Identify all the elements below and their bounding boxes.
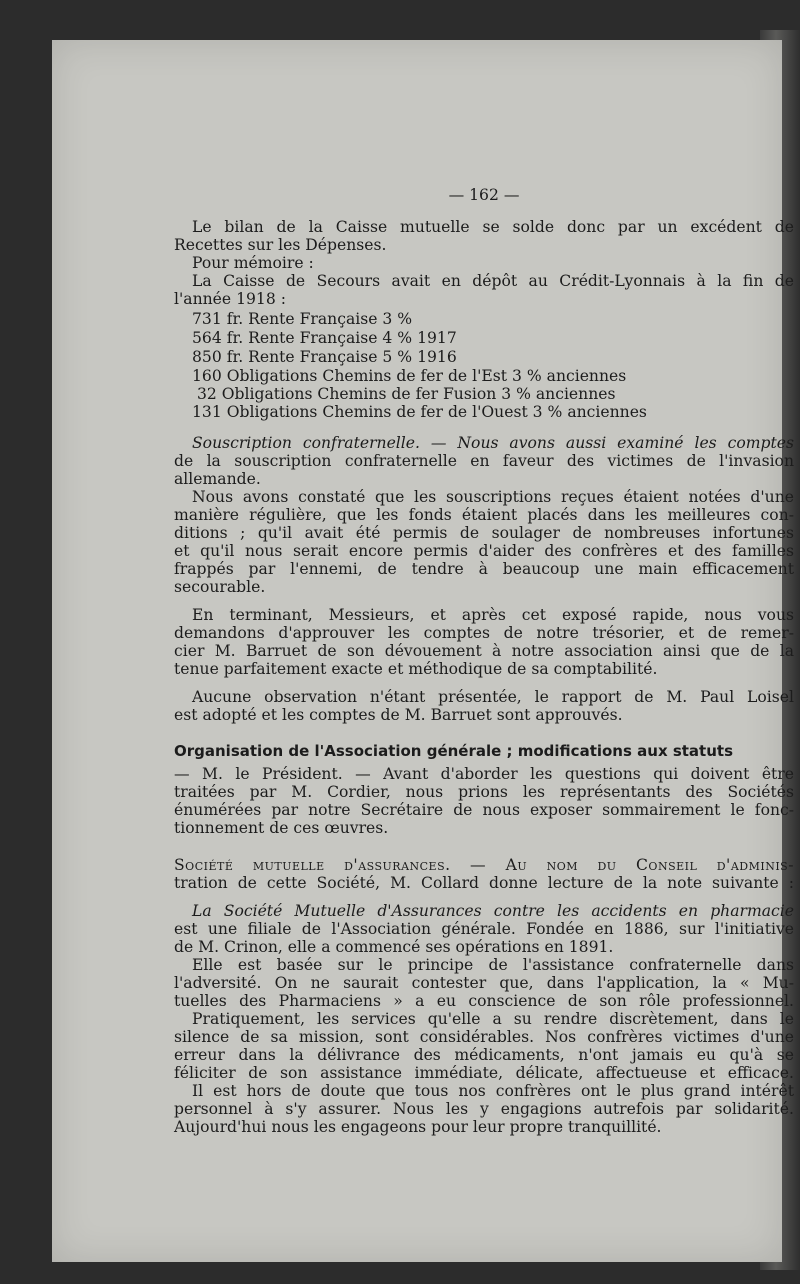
list-item: 32 Obligations Chemins de fer Fusion 3 % anciennes [192, 385, 616, 403]
text-line: féliciter de son assistance immédiate, délicate, affectueuse et efficace. [174, 1064, 794, 1082]
text-line: l'année 1918 : [174, 290, 286, 308]
page-number: — 162 — [448, 186, 520, 204]
text-line: de M. Crinon, elle a commencé ses opérations en 1891. [174, 938, 614, 956]
text-line: Pratiquement, les services qu'elle a su rendre discrètement, dans le [192, 1010, 794, 1028]
text-line: personnel à s'y assurer. Nous les y engagions autrefois par solidarité. [174, 1100, 794, 1118]
text-line: traitées par M. Cordier, nous prions les représentants des Sociétés [174, 783, 794, 801]
text-line: ditions ; qu'il avait été permis de soulager de nombreuses infortunes [174, 524, 794, 542]
text-line: allemande. [174, 470, 261, 488]
text-line: Société mutuelle d'assurances. — Au nom du Conseil d'adminis- [174, 856, 794, 874]
list-item: 731 fr. Rente Française 3 % [192, 310, 413, 328]
text-line: — M. le Président. — Avant d'aborder les questions qui doivent être [174, 765, 794, 783]
text-line: demandons d'approuver les comptes de notre trésorier, et de remer- [174, 624, 794, 642]
section-heading: Organisation de l'Association générale ; modifications aux statuts [174, 742, 734, 760]
text-line: tionnement de ces œuvres. [174, 819, 389, 837]
text-line: énumérées par notre Secrétaire de nous exposer sommairement le fonc- [174, 801, 794, 819]
text-line: La Société Mutuelle d'Assurances contre les accidents en pharmacie [192, 902, 794, 920]
list-item: 131 Obligations Chemins de fer de l'Ouest 3 % anciennes [192, 403, 647, 421]
text-line: Recettes sur les Dépenses. [174, 236, 387, 254]
text-line: Il est hors de doute que tous nos confrères ont le plus grand intérêt [192, 1082, 794, 1100]
text-line: erreur dans la délivrance des médicaments, n'ont jamais eu qu'à se [174, 1046, 794, 1064]
text-line: Souscription confraternelle. — Nous avons aussi examiné les comptes [192, 434, 794, 452]
list-item: 160 Obligations Chemins de fer de l'Est 3 % anciennes [192, 367, 627, 385]
text-line: est une filiale de l'Association générale. Fondée en 1886, sur l'initiative [174, 920, 794, 938]
text-line: frappés par l'ennemi, de tendre à beaucoup une main efficacement [174, 560, 794, 578]
text-line: est adopté et les comptes de M. Barruet sont approuvés. [174, 706, 623, 724]
text-line: tration de cette Société, M. Collard donne lecture de la note suivante : [174, 874, 794, 892]
text-line: silence de sa mission, sont considérables. Nos confrères victimes d'une [174, 1028, 794, 1046]
list-item: 850 fr. Rente Française 5 % 1916 [192, 348, 457, 366]
text-line: et qu'il nous serait encore permis d'aider des confrères et des familles [174, 542, 794, 560]
text-line: manière régulière, que les fonds étaient placés dans les meilleures con- [174, 506, 794, 524]
text-line: En terminant, Messieurs, et après cet exposé rapide, nous vous [192, 606, 794, 624]
text-line: La Caisse de Secours avait en dépôt au Crédit-Lyonnais à la fin de [192, 272, 794, 290]
text-line: tenue parfaitement exacte et méthodique de sa comptabilité. [174, 660, 658, 678]
list-item: 564 fr. Rente Française 4 % 1917 [192, 329, 457, 347]
text-line: cier M. Barruet de son dévouement à notre association ainsi que de la [174, 642, 794, 660]
book-page [52, 40, 794, 1262]
text-line: tuelles des Pharmaciens » a eu conscience de son rôle professionnel. [174, 992, 794, 1010]
text-line: Nous avons constaté que les souscriptions reçues étaient notées d'une [192, 488, 794, 506]
text-line: Le bilan de la Caisse mutuelle se solde donc par un excédent de [192, 218, 794, 236]
text-line: de la souscription confraternelle en faveur des victimes de l'invasion [174, 452, 794, 470]
text-line: secourable. [174, 578, 266, 596]
text-line: Pour mémoire : [192, 254, 314, 272]
text-line: Elle est basée sur le principe de l'assistance confraternelle dans [192, 956, 794, 974]
text-line: l'adversité. On ne saurait contester que, dans l'application, la « Mu- [174, 974, 794, 992]
text-line: Aujourd'hui nous les engageons pour leur propre tranquillité. [174, 1118, 662, 1136]
text-line: Aucune observation n'étant présentée, le rapport de M. Paul Loisel [192, 688, 794, 706]
